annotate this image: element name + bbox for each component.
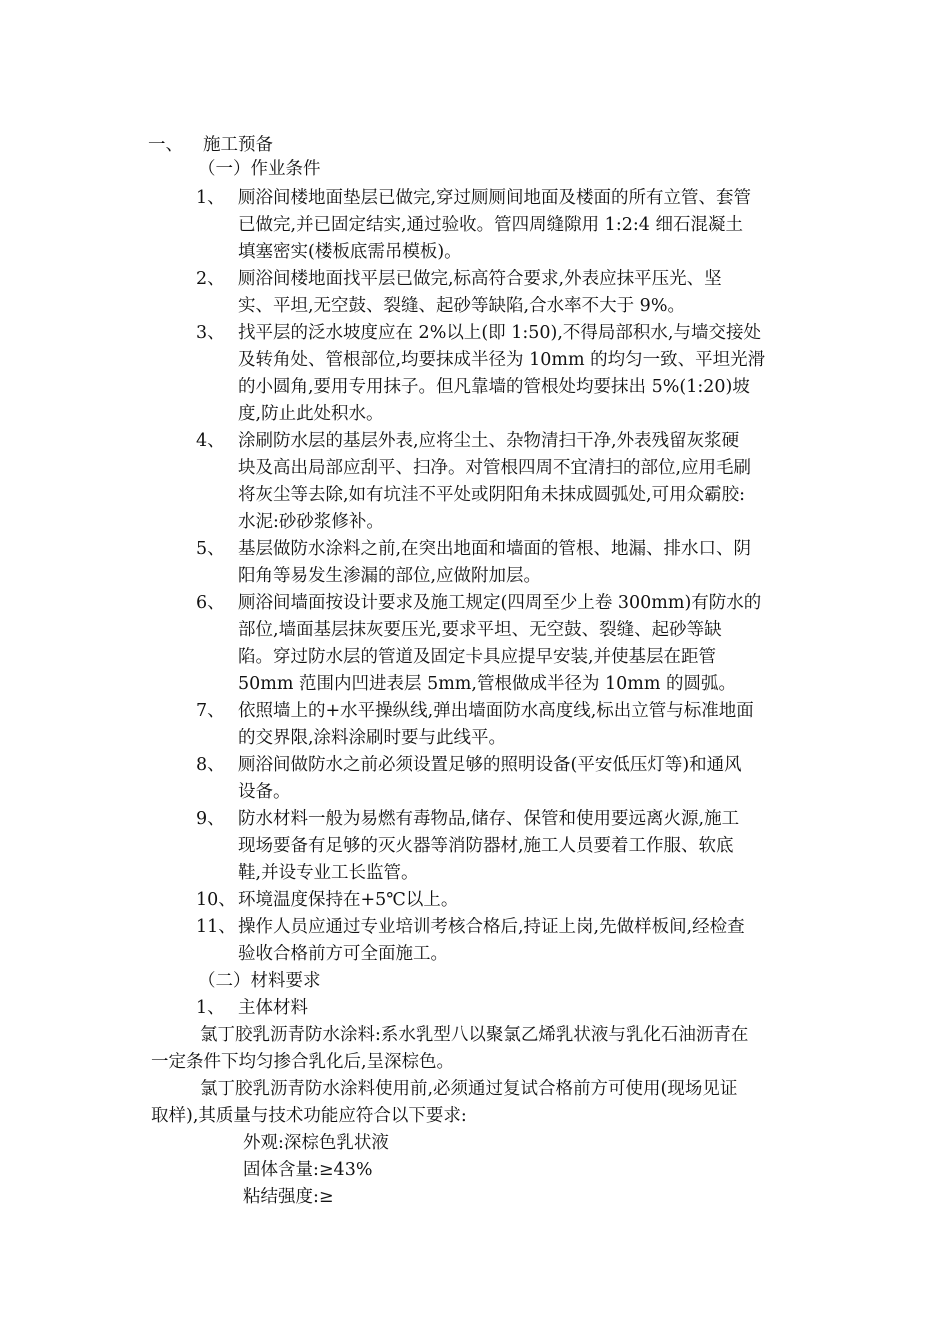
item-text-line: 50mm 范围内凹进表层 5mm,管根做成半径为 10mm 的圆弧。 bbox=[238, 674, 737, 694]
spec-line: 固体含量:≥43% bbox=[243, 1160, 373, 1180]
item-text-line: 依照墙上的+水平操纵线,弹出墙面防水高度线,标出立管与标准地面 bbox=[238, 701, 754, 721]
subsection-heading: （二）材料要求 bbox=[198, 971, 321, 991]
item-text-line: 度,防止此处积水。 bbox=[238, 404, 384, 424]
item-number: 10、 bbox=[196, 890, 236, 910]
paragraph-line: 氯丁胶乳沥青防水涂料:系水乳型八以聚氯乙烯乳状液与乳化石油沥青在 bbox=[200, 1025, 749, 1045]
item-number: 7、 bbox=[196, 701, 225, 721]
item-number: 3、 bbox=[196, 323, 225, 343]
item-number: 6、 bbox=[196, 593, 225, 613]
item-text-line: 已做完,并已固定结实,通过验收。管四周缝隙用 1:2:4 细石混凝土 bbox=[238, 215, 743, 235]
item-text-line: 陷。穿过防水层的管道及固定卡具应提早安装,并使基层在距管 bbox=[238, 647, 717, 667]
item-text-line: 防水材料一般为易燃有毒物品,储存、保管和使用要远离火源,施工 bbox=[238, 809, 740, 829]
item-text-line: 现场要备有足够的灭火器等消防器材,施工人员要着工作服、软底 bbox=[238, 836, 734, 856]
item-text-line: 涂刷防水层的基层外表,应将尘土、杂物清扫干净,外表残留灰浆硬 bbox=[238, 431, 740, 451]
item-text-line: 找平层的泛水坡度应在 2%以上(即 1:50),不得局部积水,与墙交接处 bbox=[238, 323, 761, 343]
spec-line: 粘结强度:≥ bbox=[243, 1187, 334, 1207]
item-text-line: 阳角等易发生渗漏的部位,应做附加层。 bbox=[238, 566, 542, 586]
item-text-line: 及转角处、管根部位,均要抹成半径为 10mm 的均匀一致、平坦光滑 bbox=[238, 350, 766, 370]
item-text-line: 部位,墙面基层抹灰要压光,要求平坦、无空鼓、裂缝、起砂等缺 bbox=[238, 620, 722, 640]
item-text-line: 验收合格前方可全面施工。 bbox=[238, 944, 448, 964]
item-text-line: 实、平坦,无空鼓、裂缝、起砂等缺陷,合水率不大于 9%。 bbox=[238, 296, 685, 316]
item-number: 11、 bbox=[196, 917, 236, 937]
item-text-line: 填塞密实(楼板底需吊模板)。 bbox=[238, 242, 462, 262]
item-number: 9、 bbox=[196, 809, 225, 829]
spec-line: 外观:深棕色乳状液 bbox=[243, 1133, 389, 1153]
item-text-line: 厕浴间墙面按设计要求及施工规定(四周至少上卷 300mm)有防水的 bbox=[238, 593, 762, 613]
item-number: 5、 bbox=[196, 539, 225, 559]
item-text-line: 将灰尘等去除,如有坑洼不平处或阴阳角未抹成圆弧处,可用众霸胶: bbox=[238, 485, 746, 505]
section-title: 施工预备 bbox=[203, 135, 273, 155]
item-number: 1、 bbox=[196, 998, 225, 1018]
paragraph-line: 取样),其质量与技术功能应符合以下要求: bbox=[151, 1106, 467, 1126]
paragraph-line: 一定条件下均匀掺合乳化后,呈深棕色。 bbox=[151, 1052, 455, 1072]
item-number: 1、 bbox=[196, 188, 225, 208]
item-text-line: 的小圆角,要用专用抹子。但凡靠墙的管根处均要抹出 5%(1:20)坡 bbox=[238, 377, 750, 397]
item-text-line: 环境温度保持在+5℃以上。 bbox=[238, 890, 459, 910]
paragraph-line: 氯丁胶乳沥青防水涂料使用前,必须通过复试合格前方可使用(现场见证 bbox=[200, 1079, 738, 1099]
item-number: 2、 bbox=[196, 269, 225, 289]
item-text-line: 鞋,并设专业工长监管。 bbox=[238, 863, 419, 883]
item-text-line: 水泥:砂砂浆修补。 bbox=[238, 512, 384, 532]
item-text-line: 设备。 bbox=[238, 782, 291, 802]
item-text-line: 厕浴间做防水之前必须设置足够的照明设备(平安低压灯等)和通风 bbox=[238, 755, 742, 775]
item-number: 8、 bbox=[196, 755, 225, 775]
item-text-line: 厕浴间楼地面垫层已做完,穿过厕厕间地面及楼面的所有立管、套管 bbox=[238, 188, 752, 208]
section-number: 一、 bbox=[148, 135, 183, 155]
item-text-line: 基层做防水涂料之前,在突出地面和墙面的管根、地漏、排水口、阴 bbox=[238, 539, 752, 559]
item-text-line: 操作人员应通过专业培训考核合格后,持证上岗,先做样板间,经检查 bbox=[238, 917, 745, 937]
item-text-line: 块及高出局部应刮平、扫净。对管根四周不宜清扫的部位,应用毛刷 bbox=[238, 458, 752, 478]
subsection-heading: （一）作业条件 bbox=[198, 159, 321, 179]
item-title: 主体材料 bbox=[238, 998, 308, 1018]
item-text-line: 厕浴间楼地面找平层已做完,标高符合要求,外表应抹平压光、坚 bbox=[238, 269, 722, 289]
item-text-line: 的交界限,涂料涂刷时要与此线平。 bbox=[238, 728, 507, 748]
item-number: 4、 bbox=[196, 431, 225, 451]
